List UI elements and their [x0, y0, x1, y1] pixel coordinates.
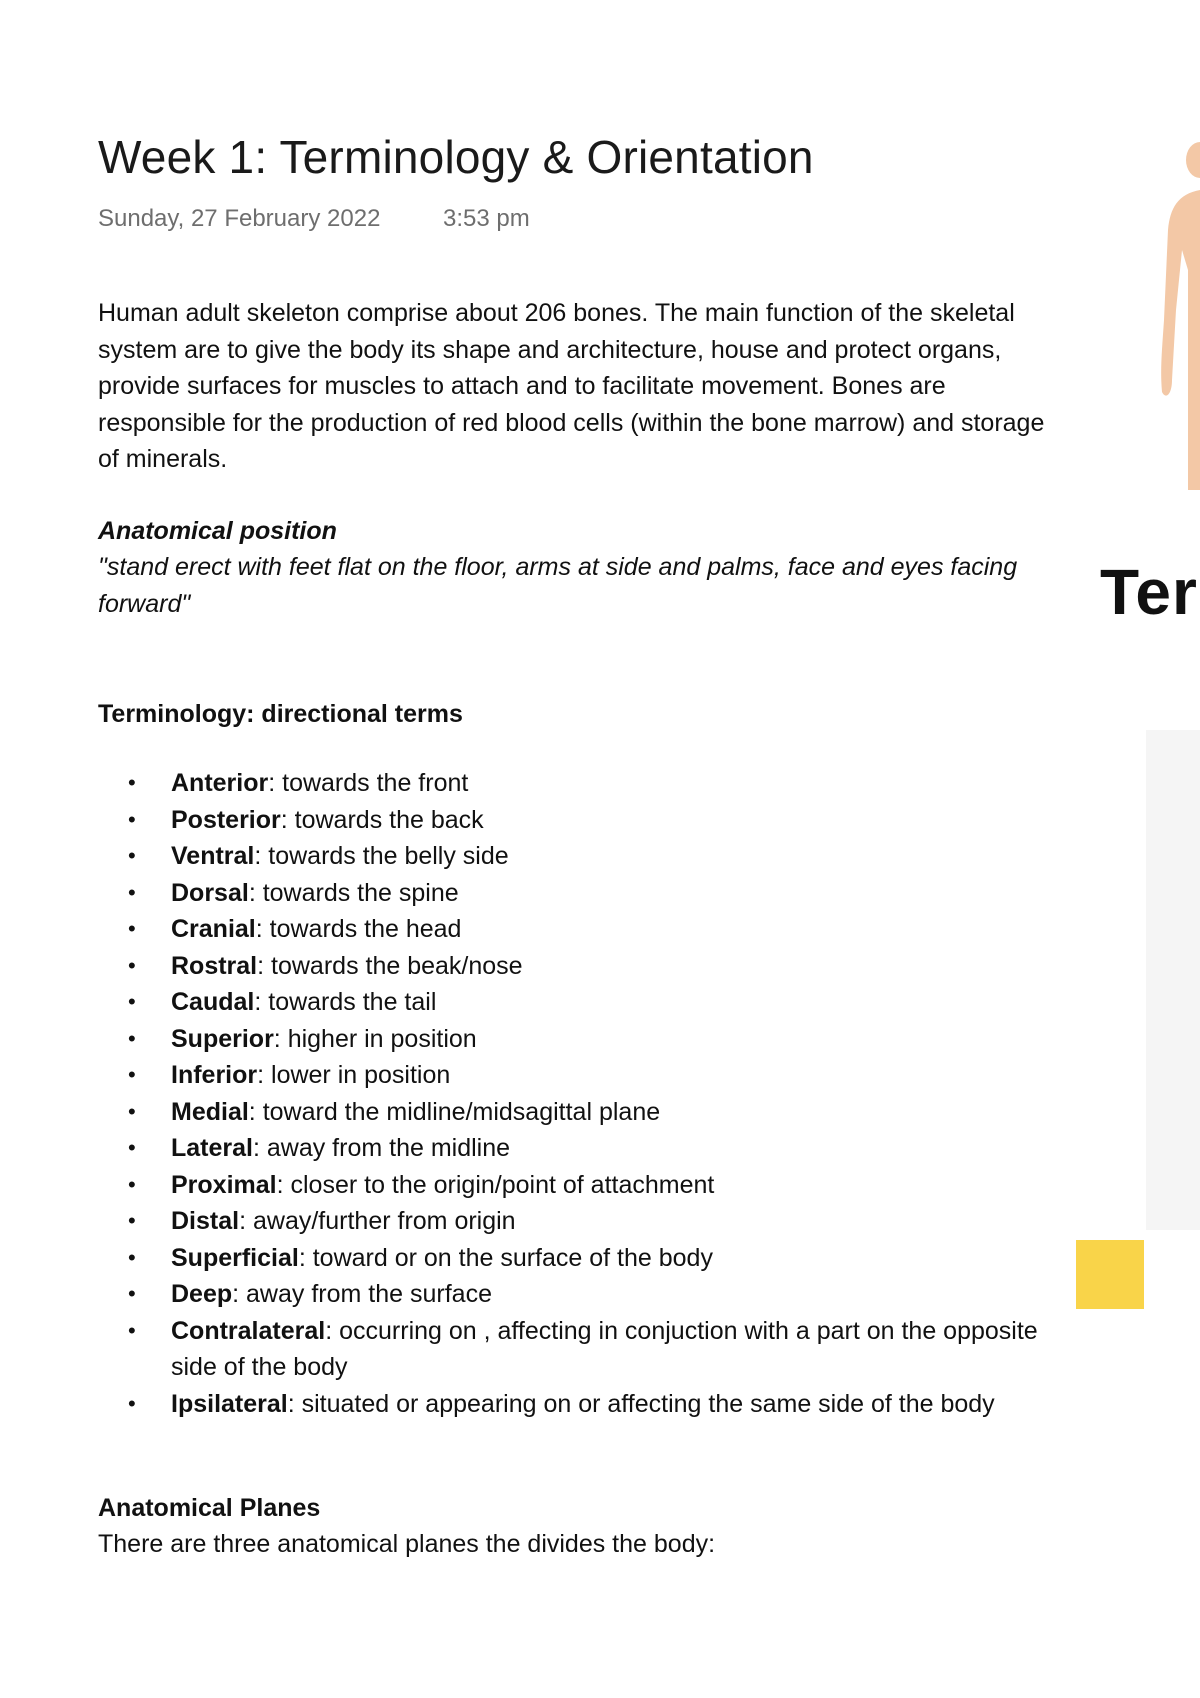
list-item	[98, 802, 1058, 839]
term-label: Cranial	[171, 915, 256, 943]
directional-terms-heading: Terminology: directional terms	[98, 700, 463, 728]
term-label: Distal	[171, 1207, 240, 1235]
bullet-icon: •	[128, 1025, 136, 1051]
list-item	[98, 1130, 1058, 1167]
list-item	[98, 984, 1058, 1021]
list-item	[98, 1021, 1058, 1058]
list-item	[98, 1167, 1058, 1204]
yellow-accent-square	[1076, 1240, 1144, 1309]
term-definition: : towards the head	[255, 915, 462, 943]
figure-partial-label: Ter	[1100, 556, 1198, 628]
list-item	[98, 765, 1058, 802]
anatomical-position-heading: Anatomical position	[98, 517, 337, 545]
list-item	[98, 911, 1058, 948]
anatomical-position-quote: "stand erect with feet flat on the floor, arms at side and palms, face and eyes facing forward"	[98, 553, 1018, 618]
page-title: Week 1: Terminology & Orientation	[98, 131, 814, 183]
bullet-icon: •	[128, 952, 136, 978]
bullet-icon: •	[128, 1244, 136, 1270]
term-label: Posterior	[171, 805, 281, 834]
term-definition: : towards the tail	[254, 988, 437, 1016]
term-definition: : towards the beak/nose	[257, 951, 523, 980]
bullet-icon: •	[128, 1062, 136, 1087]
list-item	[98, 1313, 1058, 1386]
term-definition: : toward or on the surface of the body	[298, 1243, 713, 1272]
human-body-figure-image	[1148, 130, 1200, 1350]
list-item	[98, 875, 1058, 912]
list-item	[98, 1240, 1058, 1277]
term-definition: : towards the belly side	[254, 842, 509, 870]
anatomical-planes-text: There are three anatomical planes the divides the body:	[98, 1530, 716, 1558]
term-definition: : higher in position	[273, 1024, 477, 1053]
list-item	[98, 838, 1058, 875]
term-definition: : lower in position	[257, 1061, 451, 1089]
term-definition: : towards the back	[280, 805, 484, 834]
list-item	[98, 1094, 1058, 1131]
directional-terms-list	[98, 765, 1058, 1422]
term-label: Inferior	[171, 1061, 258, 1089]
term-label: Dorsal	[171, 878, 249, 907]
list-item	[98, 1057, 1058, 1094]
term-label: Lateral	[171, 1134, 253, 1162]
list-item	[98, 1386, 1058, 1423]
page-time: 3:53 pm	[443, 205, 530, 232]
term-definition: : away/further from origin	[239, 1207, 516, 1235]
bullet-icon: •	[128, 879, 136, 905]
list-item	[98, 1203, 1058, 1240]
term-label: Caudal	[171, 988, 255, 1016]
bullet-icon: •	[128, 1281, 136, 1306]
list-item	[98, 948, 1058, 985]
term-definition: : closer to the origin/point of attachment	[276, 1170, 715, 1199]
term-label: Proximal	[171, 1170, 277, 1199]
term-label: Superior	[171, 1024, 274, 1053]
bullet-icon: •	[128, 1135, 136, 1160]
intro-paragraph: Human adult skeleton comprise about 206 bones. The main function of the skeletal system are to give the body its shape and architecture, house and protect organs, provide surfaces for muscles to attach and to facilitate movement. Bones are responsible for the production of red blood cells (within the bone marrow) and storage of minerals.	[98, 299, 1045, 473]
term-definition: : towards the spine	[248, 878, 459, 907]
bullet-icon: •	[128, 806, 136, 832]
term-definition: : away from the surface	[232, 1280, 492, 1308]
bullet-icon: •	[128, 1171, 136, 1197]
term-label: Deep	[171, 1280, 233, 1308]
term-definition: : situated or appearing on or affecting the same side of the body	[287, 1389, 995, 1418]
page-date: Sunday, 27 February 2022	[98, 205, 381, 232]
term-label: Anterior	[171, 769, 269, 797]
term-label: Ventral	[171, 842, 255, 870]
term-definition: : away from the midline	[252, 1134, 511, 1162]
term-label: Rostral	[171, 951, 258, 980]
bullet-icon: •	[128, 770, 136, 795]
list-item	[98, 1276, 1058, 1313]
bullet-icon: •	[128, 1208, 136, 1233]
bullet-icon: •	[128, 1390, 136, 1416]
bullet-icon: •	[128, 916, 136, 941]
term-definition: : toward the midline/midsagittal plane	[248, 1097, 661, 1126]
term-label: Superficial	[171, 1243, 299, 1272]
anatomical-planes-heading: Anatomical Planes	[98, 1494, 321, 1522]
bullet-icon: •	[128, 1317, 136, 1343]
term-label: Contralateral	[171, 1316, 326, 1345]
bullet-icon: •	[128, 843, 136, 868]
bullet-icon: •	[128, 989, 136, 1014]
bullet-icon: •	[128, 1098, 136, 1124]
term-label: Ipsilateral	[171, 1389, 288, 1418]
term-definition: : occurring on , affecting in conjuction with a part on the opposite side of the body	[171, 1316, 1038, 1381]
term-label: Medial	[171, 1097, 249, 1126]
term-definition: : towards the front	[268, 769, 469, 797]
